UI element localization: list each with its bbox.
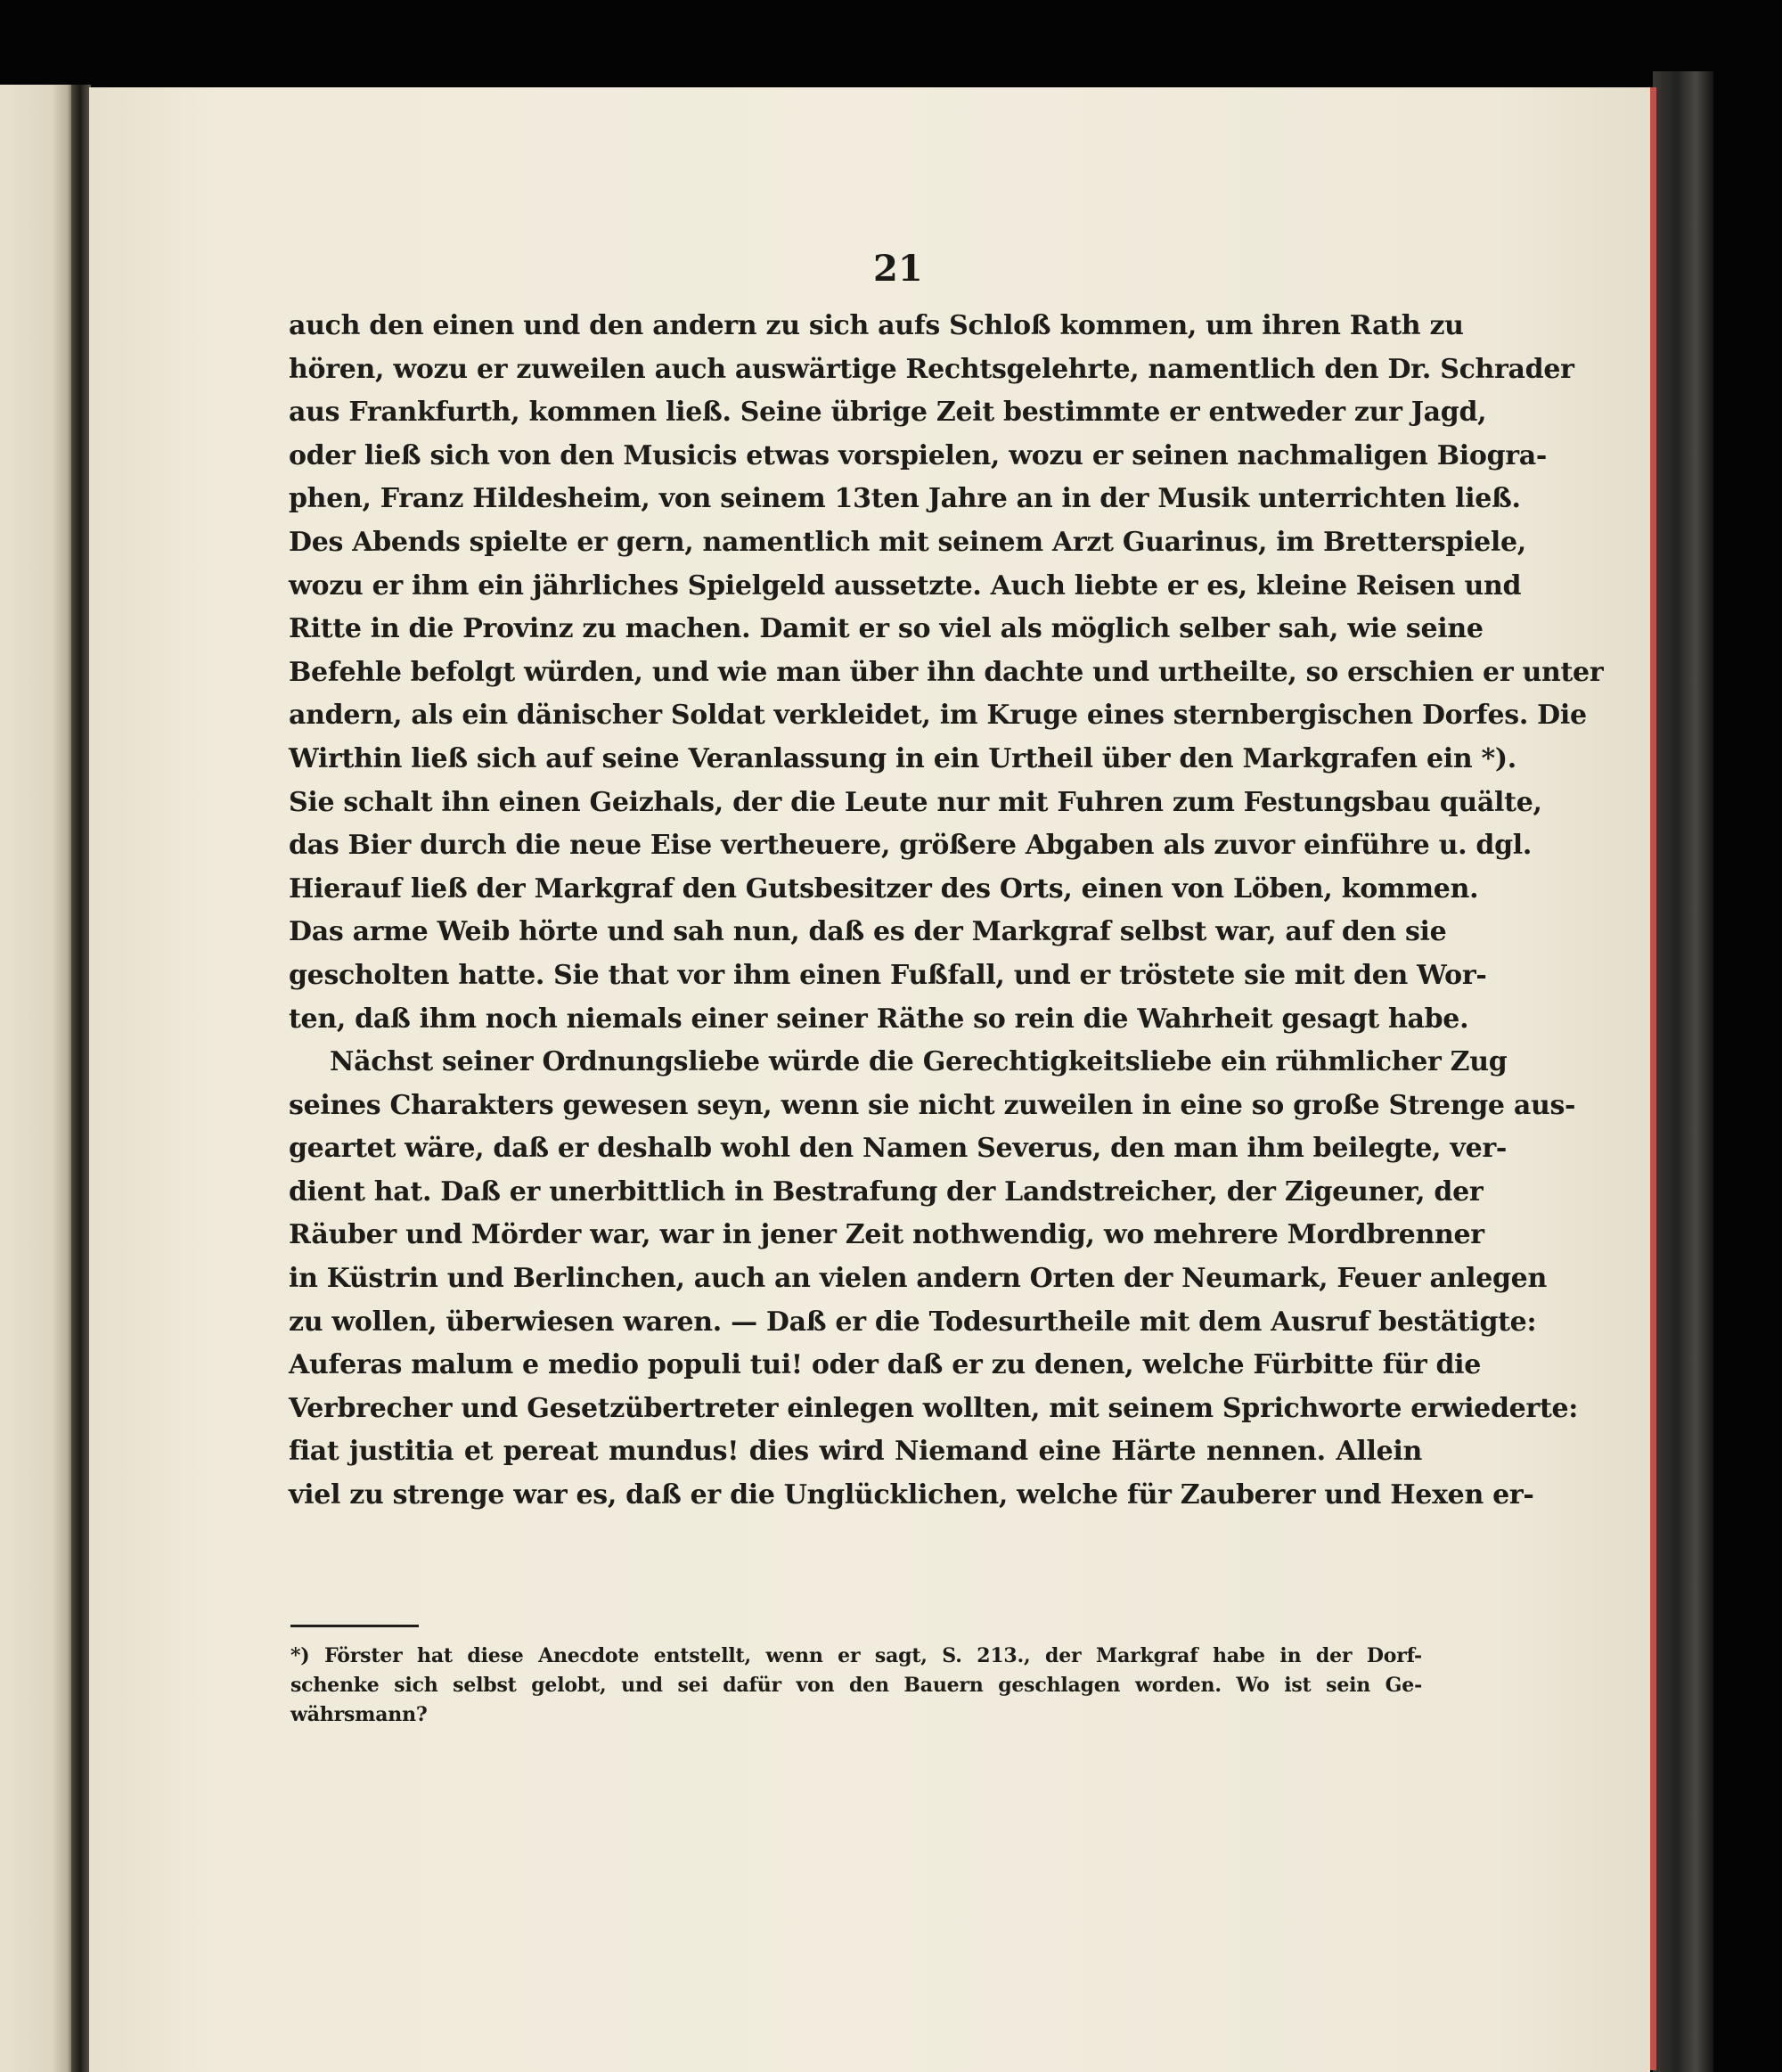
text-line: zu wollen, überwiesen waren. — Daß er die Todesurtheile mit dem Ausruf bestätigte:	[289, 1306, 1537, 1338]
footnote-rule	[290, 1625, 419, 1627]
text-line: geartet wäre, daß er deshalb wohl den Namen Severus, den man ihm beilegte, ver-	[289, 1133, 1508, 1165]
book-gutter	[71, 85, 91, 2072]
text-line: das Bier durch die neue Eise vertheuere, größere Abgaben als zuvor einführe u. dgl.	[289, 830, 1533, 862]
page-recto	[89, 87, 1650, 2072]
text-line: dient hat. Daß er unerbittlich in Bestrafung der Landstreicher, der Zigeuner, der	[289, 1175, 1484, 1208]
page-number: 21	[873, 248, 923, 290]
text-line: Nächst seiner Ordnungsliebe würde die Gerechtigkeitsliebe ein rühmlicher Zug	[330, 1046, 1508, 1078]
text-line: aus Frankfurth, kommen ließ. Seine übrige Zeit bestimmte er entweder zur Jagd,	[289, 397, 1487, 429]
text-line: oder ließ sich von den Musicis etwas vorspielen, wozu er seinen nachmaligen Biogra-	[289, 439, 1548, 471]
red-page-edge	[1650, 87, 1656, 2070]
footnote-line: *) Förster hat diese Anecdote entstellt, wenn er sagt, S. 213., der Markgraf habe in der Dorf-	[290, 1644, 1422, 1667]
footnote	[290, 1642, 1422, 1730]
book-cover-edge	[1653, 71, 1713, 2072]
text-line: auch den einen und den andern zu sich aufs Schloß kommen, um ihren Rath zu	[289, 310, 1464, 341]
text-line: viel zu strenge war es, daß er die Unglücklichen, welche für Zauberer und Hexen er-	[289, 1479, 1534, 1511]
text-line: phen, Franz Hildesheim, von seinem 13ten Jahre an in der Musik unterrichten ließ.	[289, 483, 1521, 515]
footnote-line: schenke sich selbst gelobt, und sei dafür von den Bauern geschlagen worden. Wo ist sein Ge-	[290, 1674, 1422, 1697]
text-line: andern, als ein dänischer Soldat verkleidet, im Kruge eines sternbergischen Dorfes. Die	[289, 700, 1587, 732]
text-line: seines Charakters gewesen seyn, wenn sie nicht zuweilen in eine so große Strenge aus-	[289, 1089, 1576, 1121]
text-line: Das arme Weib hörte und sah nun, daß es der Markgraf selbst war, auf den sie	[289, 916, 1447, 948]
text-line: Ritte in die Provinz zu machen. Damit er so viel als möglich selber sah, wie seine	[289, 613, 1484, 645]
text-line: hören, wozu er zuweilen auch auswärtige Rechtsgelehrte, namentlich den Dr. Schrader	[289, 353, 1574, 385]
text-line: fiat justitia et pereat mundus! dies wird Niemand eine Härte nennen. Allein	[289, 1436, 1422, 1468]
text-line: Befehle befolgt würden, und wie man über ihn dachte und urtheilte, so erschien er unter	[289, 656, 1604, 688]
text-line: Räuber und Mörder war, war in jener Zeit nothwendig, wo mehrere Mordbrenner	[289, 1219, 1484, 1251]
text-line: Auferas malum e medio populi tui! oder daß er zu denen, welche Fürbitte für die	[289, 1349, 1482, 1381]
text-line: Hierauf ließ der Markgraf den Gutsbesitzer des Orts, einen von Löben, kommen.	[289, 872, 1479, 905]
facing-page-edge	[0, 85, 73, 2072]
text-line: in Küstrin und Berlinchen, auch an vielen andern Orten der Neumark, Feuer anlegen	[289, 1263, 1547, 1295]
text-line: Sie schalt ihn einen Geizhals, der die Leute nur mit Fuhren zum Festungsbau quälte,	[289, 786, 1542, 818]
text-line: gescholten hatte. Sie that vor ihm einen Fußfall, und er tröstete sie mit den Wor-	[289, 959, 1487, 991]
text-line: Des Abends spielte er gern, namentlich mit seinem Arzt Guarinus, im Bretterspiele,	[289, 526, 1526, 558]
text-line: Verbrecher und Gesetzübertreter einlegen wollten, mit seinem Sprichworte erwiederte:	[289, 1392, 1579, 1424]
text-line: wozu er ihm ein jährliches Spielgeld aussetzte. Auch liebte er es, kleine Reisen und	[289, 569, 1522, 602]
text-line: ten, daß ihm noch niemals einer seiner Räthe so rein die Wahrheit gesagt habe.	[289, 1003, 1469, 1035]
text-line: Wirthin ließ sich auf seine Veranlassung in ein Urtheil über den Markgrafen ein *).	[289, 742, 1516, 774]
footnote-line: währsmann?	[290, 1703, 428, 1726]
body-text	[289, 305, 1604, 1518]
